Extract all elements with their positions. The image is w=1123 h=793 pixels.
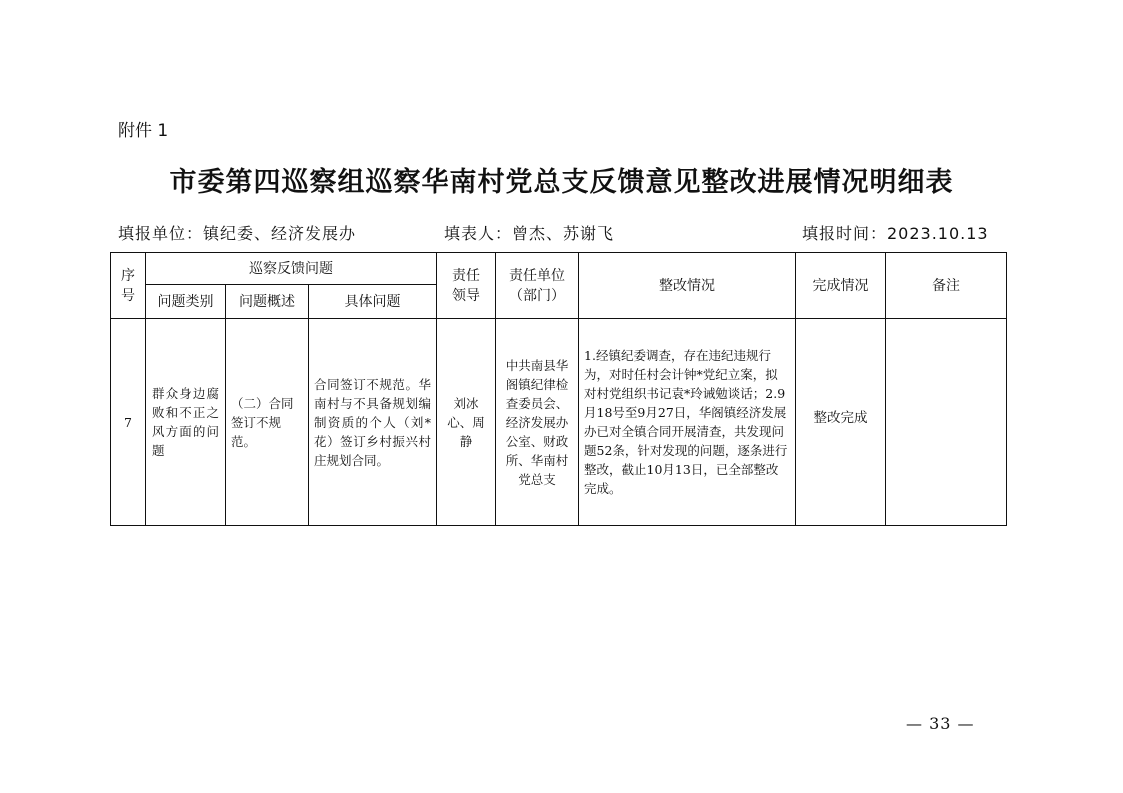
row-remarks <box>886 319 1007 526</box>
header-completion: 完成情况 <box>796 253 886 319</box>
row-leader: 刘冰心、周静 <box>437 319 496 526</box>
row-seq: 7 <box>111 319 146 526</box>
reporting-unit: 填报单位：镇纪委、经济发展办 <box>118 224 357 243</box>
form-filler: 填表人：曾杰、苏谢飞 <box>444 224 615 243</box>
header-remarks: 备注 <box>886 253 1007 319</box>
attachment-label: 附件 1 <box>118 121 169 141</box>
row-specific: 合同签订不规范。华南村与不具备规划编制资质的个人（刘*花）签订乡村振兴村庄规划合同。 <box>309 319 437 526</box>
document-title: 市委第四巡察组巡察华南村党总支反馈意见整改进展情况明细表 <box>169 167 954 198</box>
row-completion: 整改完成 <box>796 319 886 526</box>
page-number: — 33 — <box>906 714 975 733</box>
row-unit: 中共南县华阁镇纪律检查委员会、经济发展办公室、财政所、华南村党总支 <box>496 319 579 526</box>
header-unit: 责任单位（部门） <box>496 253 579 319</box>
header-leader: 责任领导 <box>437 253 496 319</box>
row-category: 群众身边腐败和不正之风方面的问题 <box>146 319 226 526</box>
header-rectification: 整改情况 <box>579 253 796 319</box>
row-overview: （二）合同签订不规范。 <box>226 319 309 526</box>
row-rectification: 1.经镇纪委调查，存在违纪违规行为，对时任村会计钟*党纪立案，拟对村党组织书记袁*玲诫勉谈话；2.9月18号至9月27日，华阁镇经济发展办已对全镇合同开展清查，共发现问题52条，针对发现的问题，逐条进行整改，截止10月13日，已全部整改完成。 <box>579 319 796 526</box>
rectification-table <box>110 252 1007 526</box>
header-overview: 问题概述 <box>226 285 309 319</box>
header-category: 问题类别 <box>146 285 226 319</box>
header-feedback-group: 巡察反馈问题 <box>146 253 437 285</box>
header-row-1 <box>111 253 1007 285</box>
header-seq: 序号 <box>111 253 146 319</box>
table-row <box>111 319 1007 526</box>
reporting-time: 填报时间：2023.10.13 <box>802 224 989 243</box>
header-specific: 具体问题 <box>309 285 437 319</box>
